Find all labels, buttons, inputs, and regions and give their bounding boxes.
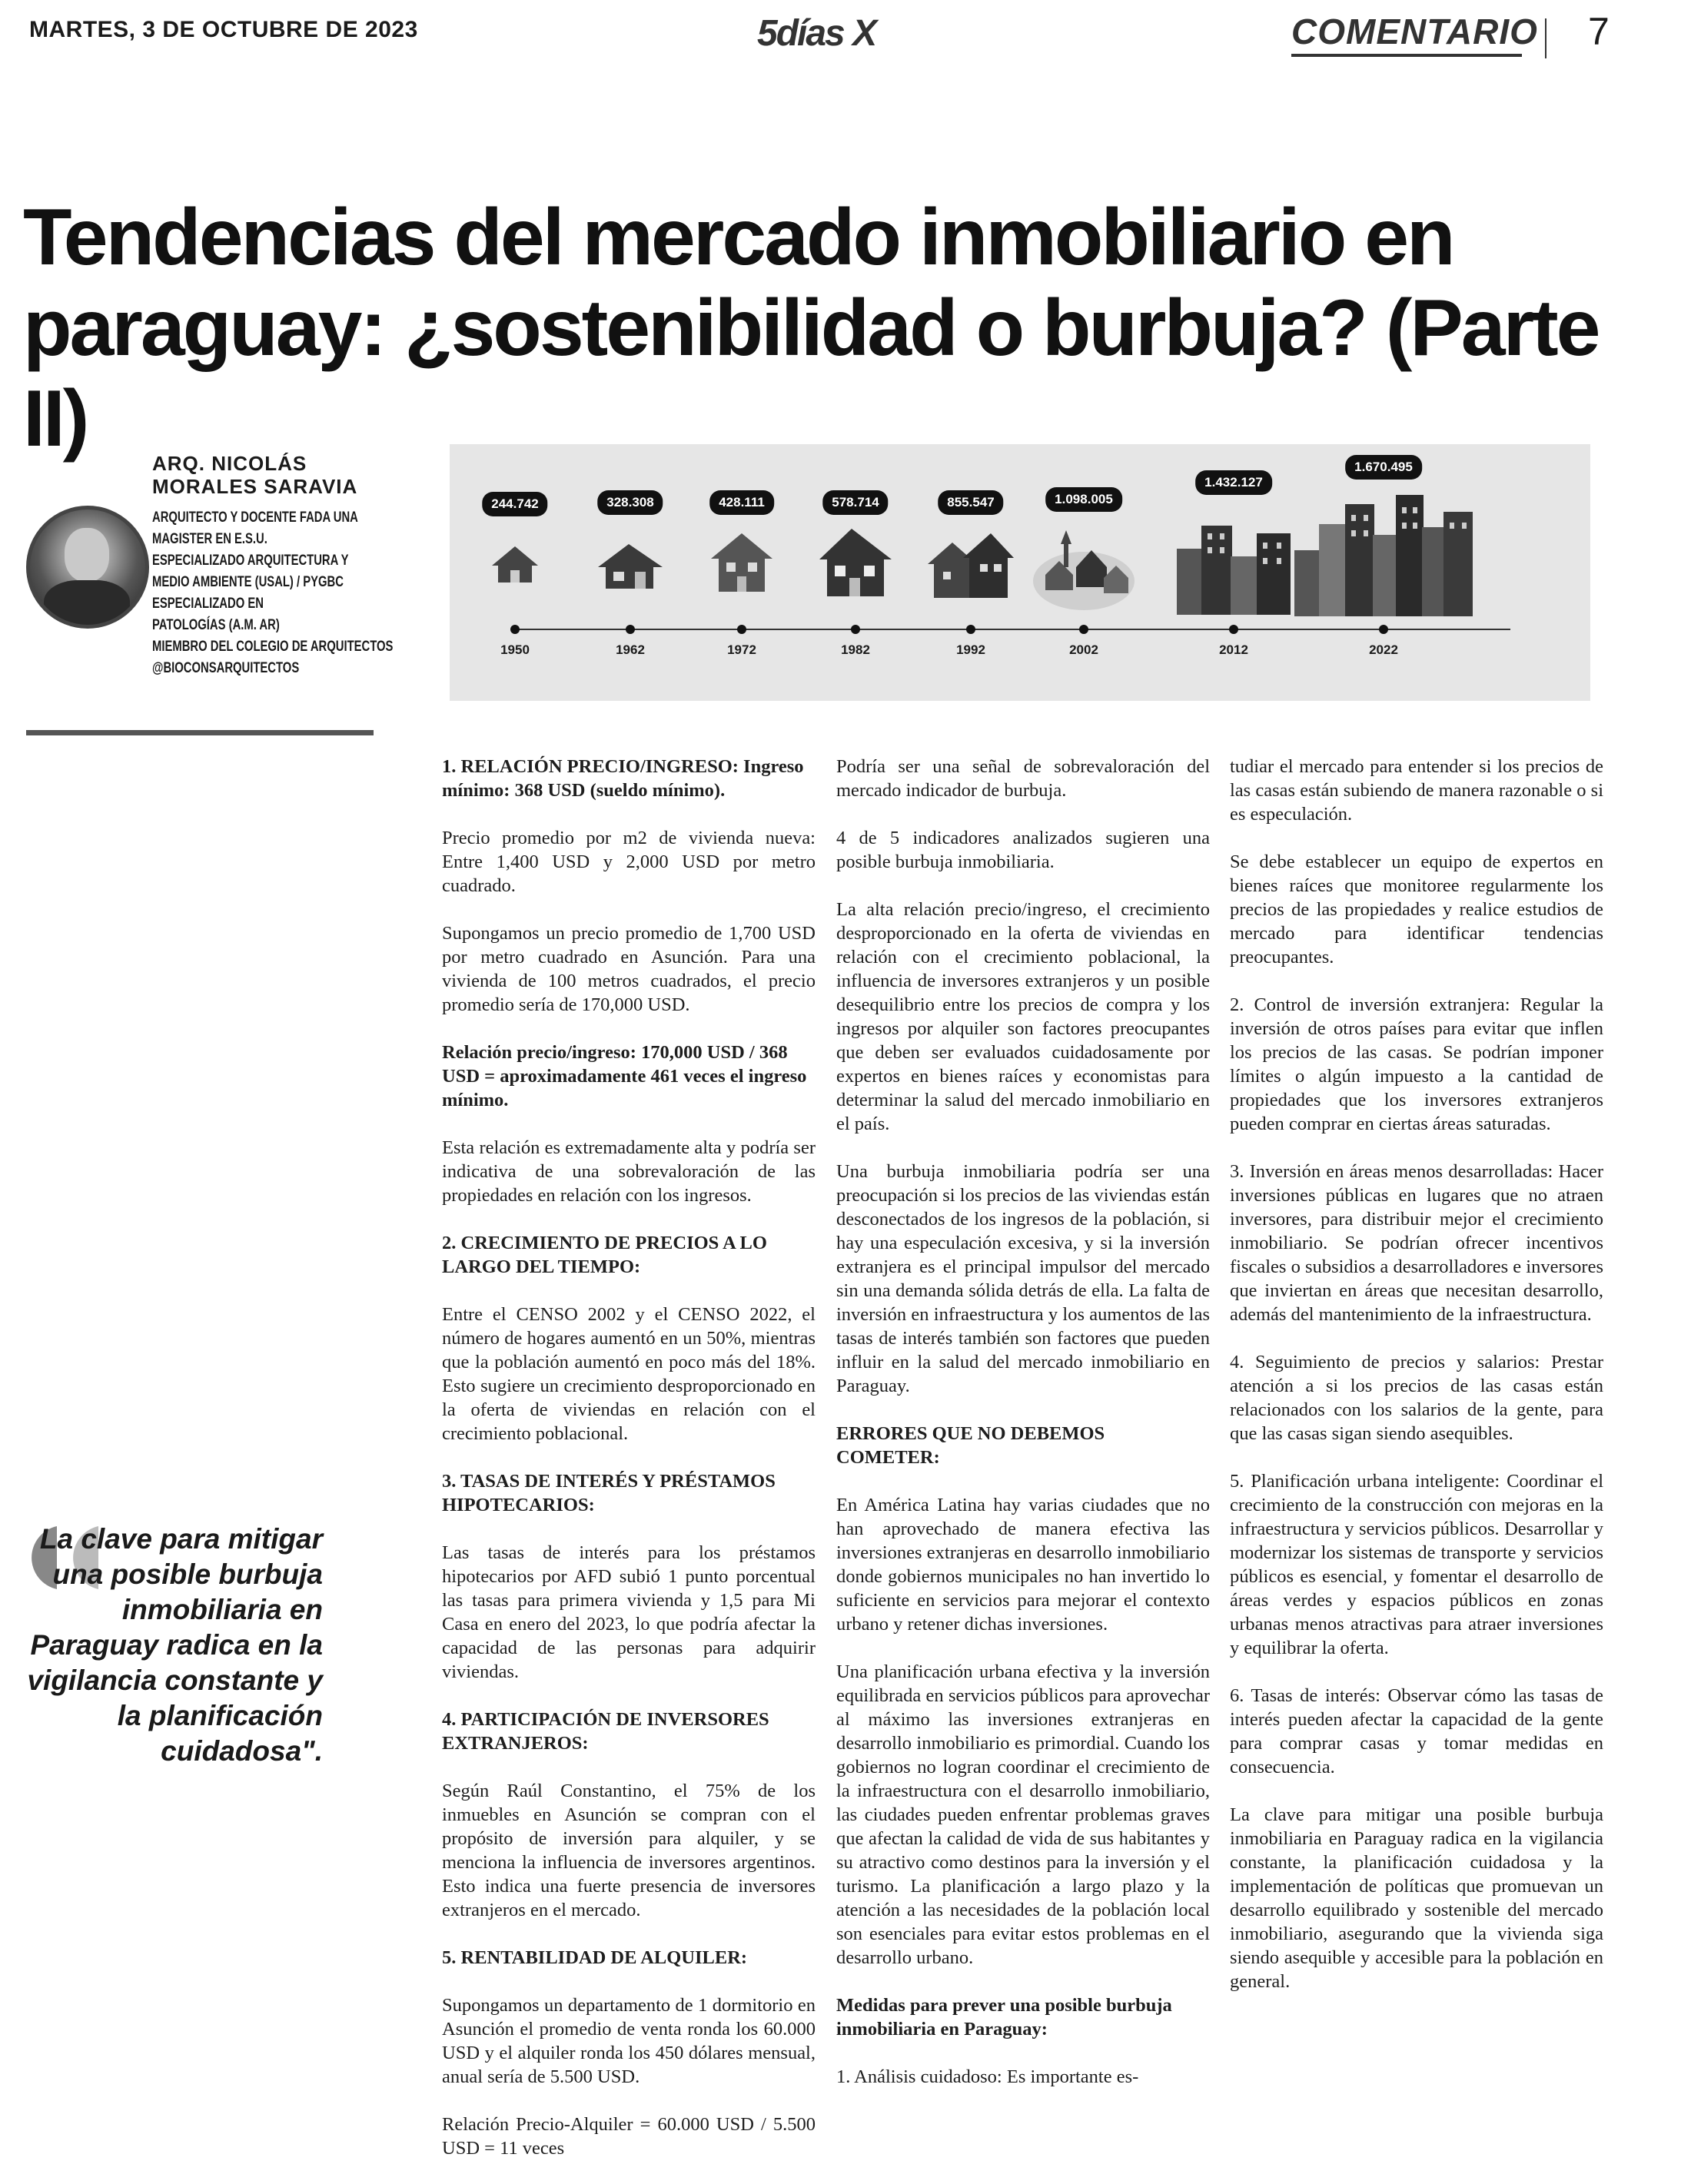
paragraph: tudiar el mercado para entender si los precios de las casas están subiendo de manera razonable o si es especulación. [1230,756,1603,825]
timeline-value-label: 1.432.127 [1195,470,1272,495]
timeline-dot [1379,625,1388,634]
timeline-dot [1079,625,1088,634]
author-bio [152,507,394,679]
paragraph: La alta relación precio/ingreso, el crecimiento desproporcionado en la oferta de viviendas en relación con el crecimiento poblacional, la influencia de inversores extranjeros y un posible desequilibrio entre los precios de compra y los ingresos por alquiler son factores preocupantes que deben ser evaluados cuidadosamente por expertos en bienes raíces y economistas para determinar la salud del mercado inmobiliario en el país. [836,899,1210,1134]
author-bio-line: MEDIO AMBIENTE (USAL) / PYGBC [152,574,344,590]
neighborhood-icon [1030,513,1138,617]
issue-date: MARTES, 3 DE OCTUBRE DE 2023 [29,17,418,42]
timeline-dot [737,625,746,634]
timeline-dot [1229,625,1238,634]
house-icon [592,535,669,600]
section-heading: 3. TASAS DE INTERÉS Y PRÉSTAMOS HIPOTECARIOS: [442,1471,776,1515]
section-title: COMENTARIO [1291,12,1538,51]
section-heading: ERRORES QUE NO DEBEMOS COMETER: [836,1423,1105,1468]
header-divider [1545,18,1546,58]
author-name-line1: ARQ. NICOLÁS [152,452,307,475]
city-skyline-icon [1291,489,1476,623]
author-name-line2: MORALES SARAVIA [152,475,358,498]
timeline-value-label: 328.308 [597,490,663,515]
paragraph: En América Latina hay varias ciudades que no han aprovechado de manera efectiva las inversiones extranjeras en desarrollo inmobiliario donde gobiernos municipales no han invertido lo suficiente en servicios para mejorar el contexto urbano y retener dichas inversiones. [836,1495,1210,1635]
paragraph: Precio promedio por m2 de vivienda nueva: Entre 1,400 USD y 2,000 USD por metro cuadrado. [442,828,816,896]
paragraph: 1. Análisis cuidadoso: Es importante es- [836,2066,1139,2087]
author-bio-line: ESPECIALIZADO EN [152,596,264,612]
paragraph: 3. Inversión en áreas menos desarrolladas: Hacer inversiones públicas en lugares que no atraen inversores, para distribuir mejor el crecimiento inmobiliario. Se podrían ofrecer incentivos fiscales o subsidios a desarrolladores e inversores que inviertan en áreas que necesitan desarrollo, además del mantenimiento de la infraestructura. [1230,1161,1603,1325]
timeline-dot [510,625,520,634]
section-heading: 4. PARTICIPACIÓN DE INVERSORES EXTRANJEROS: [442,1709,769,1754]
two-story-house-icon [703,524,780,605]
small-house-icon [484,535,546,592]
author-name [152,452,383,498]
article-column-3 [1230,755,1603,2017]
timeline-value-label: 244.742 [482,492,547,516]
paragraph: Las tasas de interés para los préstamos hipotecarios por AFD subió 1 punto porcentual las tasas para primera vivienda y 1,5 para Mi Casa en enero del 2023, lo que podría afectar la capacidad de las personas para adquirir viviendas. [442,1542,816,1682]
timeline-value-label: 855.547 [938,490,1003,515]
timeline-value-label: 1.098.005 [1045,487,1122,512]
timeline-value-label: 1.670.495 [1345,455,1422,480]
author-bio-line: ARQUITECTO Y DOCENTE FADA UNA [152,509,358,526]
pull-quote: La clave para mitigar una posible burbuja inmobiliaria en Paraguay radica en la vigilancia constante y la planificación cuidadosa". [27,1523,323,1767]
section-heading: Relación precio/ingreso: 170,000 USD / 368 USD = aproximadamente 461 veces el ingreso mínimo. [442,1042,807,1110]
paragraph: Una burbuja inmobiliaria podría ser una preocupación si los precios de las viviendas están desconectados de los ingresos de la población, si hay una especulación excesiva, y si la inversión extranjera es el principal impulsor del mercado sin una demanda sólida detrás de ella. La falta de inversión en infraestructura y los aumentos de las tasas de interés también son factores que pueden influir en la salud del mercado inmobiliario en Paraguay. [836,1161,1210,1396]
housing-timeline-infographic [450,444,1590,701]
timeline-axis [511,629,1510,630]
author-bio-line: MIEMBRO DEL COLEGIO DE ARQUITECTOS [152,639,394,655]
paragraph: La clave para mitigar una posible burbuja inmobiliaria en Paraguay radica en la vigilancia constante, la planificación cuidadosa y la implementación de políticas que promuevan un desarrollo equilibrado y sostenible del mercado inmobiliario, asegurando que la vivienda siga siendo asequible y accesible para la población en general. [1230,1804,1603,1992]
timeline-year-label: 2012 [1219,642,1248,657]
timeline-year-label: 1962 [616,642,645,657]
paragraph: Se debe establecer un equipo de expertos en bienes raíces que monitoree regularmente los precios de las propiedades y realice estudios de mercado para identificar tendencias preocupantes. [1230,851,1603,968]
paragraph: Una planificación urbana efectiva y la inversión equilibrada en servicios públicos para aprovechar al máximo las inversiones extranjeras en desarrollo inmobiliario es primordial. Cuando los gobiernos no logran coordinar el crecimiento de la infraestructura con el desarrollo inmobiliario, las ciudades pueden enfrentar problemas graves que afectan la calidad de vida de sus habitantes y su atractivo como destinos para la inversión y el turismo. La planificación a largo plazo y la atención a las necesidades de la población local son esenciales para evitar estos problemas en el desarrollo urbano. [836,1661,1210,1968]
timeline-year-label: 2022 [1369,642,1398,657]
section-heading: 2. CRECIMIENTO DE PRECIOS A LO LARGO DEL TIEMPO: [442,1233,767,1277]
timeline-dot [851,625,860,634]
timeline-value-label: 428.111 [709,490,774,515]
author-bio-line: @BIOCONSARQUITECTOS [152,660,300,676]
section-heading: 5. RENTABILIDAD DE ALQUILER: [442,1947,748,1968]
section-underline [1291,54,1522,57]
paragraph: 5. Planificación urbana inteligente: Coordinar el crecimiento de la construcción con mejoras en la infraestructura y servicios públicos. Desarrollar y modernizar los sistemas de transporte y servicios públicos es esencial, y fomentar el desarrollo de áreas verdes y espacios públicos en zonas urbanas menos atractivas para atraer inversiones y equilibrar la oferta. [1230,1471,1603,1658]
timeline-year-label: 2002 [1069,642,1098,657]
paragraph: Relación Precio-Alquiler = 60.000 USD / 5.500 USD = 11 veces [442,2114,816,2159]
article-headline: Tendencias del mercado inmobiliario en paraguay: ¿sostenibilidad o burbuja? (Parte II) [23,193,1599,463]
author-photo [26,506,149,629]
paragraph: Supongamos un precio promedio de 1,700 USD por metro cuadrado en Asunción. Para una vivienda de 100 metros cuadrados, el precio promedio sería de 170,000 USD. [442,923,816,1015]
timeline-dot [626,625,635,634]
author-divider [26,730,374,735]
author-face [65,528,109,582]
large-house-icon [813,521,898,609]
paragraph: 4 de 5 indicadores analizados sugieren una posible burbuja inmobiliaria. [836,828,1210,872]
timeline-dot [966,625,975,634]
newspaper-logo: 5días X [757,13,876,54]
author-bio-line: ESPECIALIZADO ARQUITECTURA Y [152,553,349,569]
paragraph: 2. Control de inversión extranjera: Regular la inversión de otros países para evitar que inflen los precios de las casas. Se podrían imponer límites o algún impuesto a la cantidad de propiedades que los inversores extranjeros pueden comprar en ciertas áreas saturadas. [1230,994,1603,1134]
paragraph: Esta relación es extremadamente alta y podría ser indicativa de una sobrevaloración de las propiedades en relación con los ingresos. [442,1137,816,1206]
paragraph: 6. Tasas de interés: Observar cómo las tasas de interés pueden afectar la capacidad de la gente para comprar casas y tomar medidas en consecuencia. [1230,1685,1603,1777]
timeline-year-label: 1972 [727,642,756,657]
paragraph: Podría ser una señal de sobrevaloración del mercado indicador de burbuja. [836,756,1210,801]
article-column-2 [836,755,1210,2113]
buildings-icon [1172,503,1295,622]
author-bio-line: MAGISTER EN E.S.U. [152,531,267,547]
section-heading: Medidas para prever una posible burbuja inmobiliaria en Paraguay: [836,1995,1172,2040]
paragraph: 4. Seguimiento de precios y salarios: Prestar atención a si los precios de las casas están relacionados con los salarios de la gente, para que las casas sigan siendo asequibles. [1230,1352,1603,1444]
timeline-value-label: 578.714 [822,490,888,515]
article-column-1 [442,755,816,2184]
author-bio-line: PATOLOGÍAS (A.M. AR) [152,617,280,633]
paragraph: Supongamos un departamento de 1 dormitorio en Asunción el promedio de venta ronda los 60.000 USD y el alquiler ronda los 450 dólares mensual, anual sería de 5.500 USD. [442,1995,816,2087]
houses-group-icon [925,524,1017,612]
paragraph: Según Raúl Constantino, el 75% de los inmuebles en Asunción se compran con el propósito de inversión para alquiler, y se menciona la influencia de inversores argentinos. Esto indica una fuerte presencia de inversores extranjeros en el mercado. [442,1781,816,1920]
timeline-year-label: 1982 [841,642,870,657]
author-shirt [44,580,130,629]
section-heading: 1. RELACIÓN PRECIO/INGRESO: Ingreso mínimo: 368 USD (sueldo mínimo). [442,756,804,801]
timeline-year-label: 1992 [956,642,985,657]
page-number: 7 [1588,10,1610,53]
paragraph: Entre el CENSO 2002 y el CENSO 2022, el número de hogares aumentó en un 50%, mientras que la población aumentó en poco más del 18%. Esto sugiere un crecimiento desproporcionado en la oferta de viviendas en relación con el crecimiento poblacional. [442,1304,816,1444]
timeline-year-label: 1950 [500,642,530,657]
